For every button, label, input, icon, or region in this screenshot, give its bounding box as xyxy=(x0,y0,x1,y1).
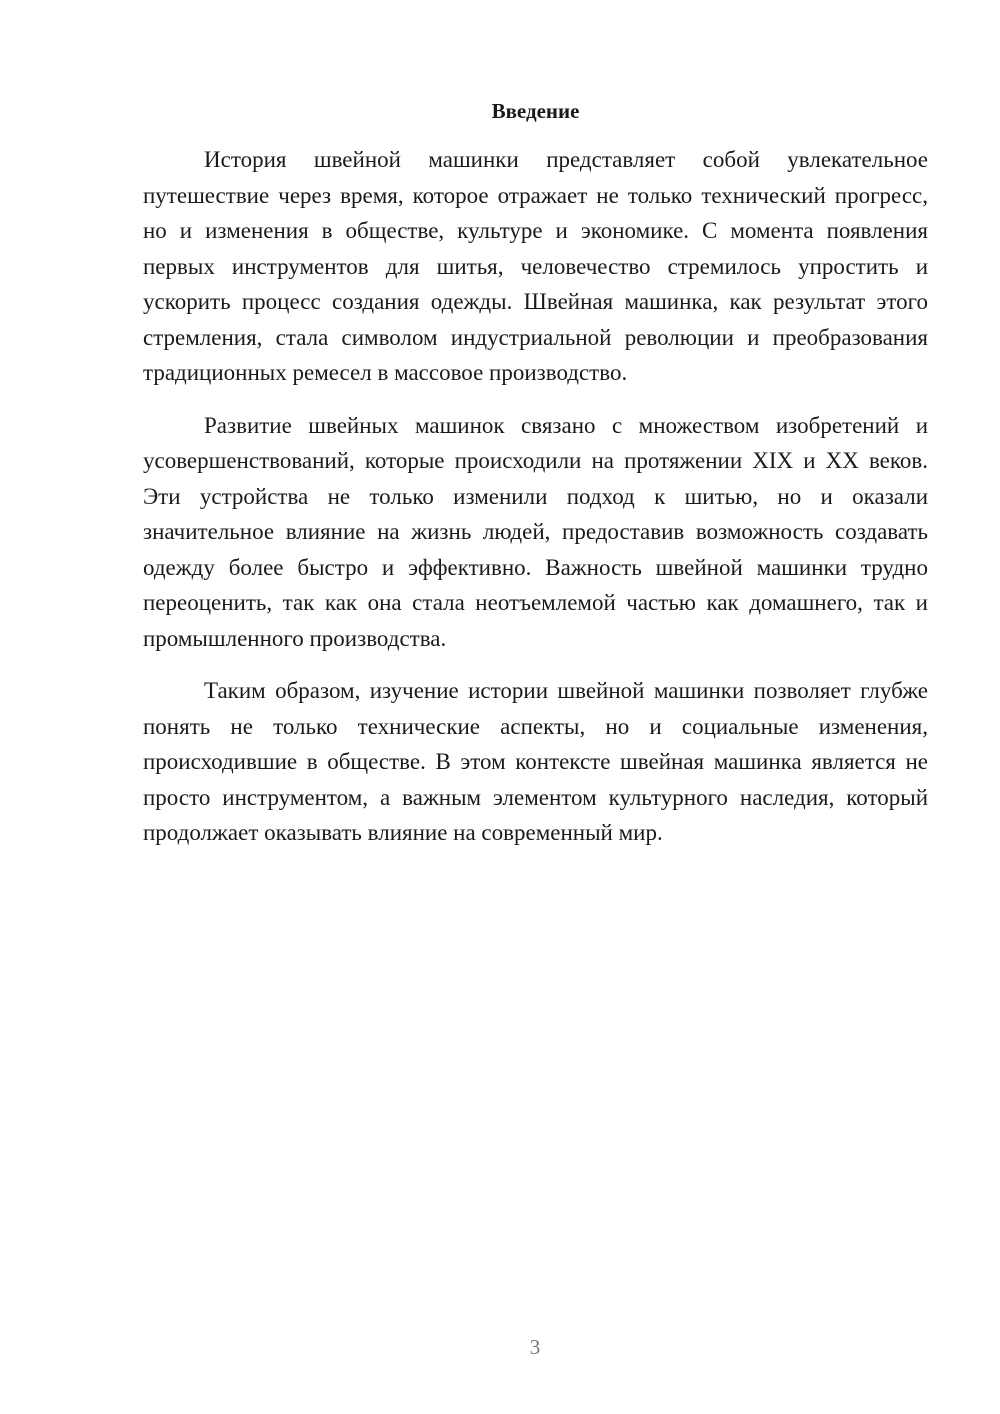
paragraph-2: Развитие швейных машинок связано с множеством изобретений и усовершенствований, которые происходили на протяжении XIX и XX веков. Эти устройства не только изменили подход к шитью, но и оказали значительное влияние на жизнь людей, предоставив возможность создавать одежду более быстро и эффективно. Важность швейной машинки трудно переоценить, так как она стала неотъемлемой частью как домашнего, так и промышленного производства. xyxy=(143,412,928,651)
body-text xyxy=(143,142,928,868)
section-heading: Введение xyxy=(491,99,580,123)
page-number: 3 xyxy=(529,1335,541,1359)
paragraph-1: История швейной машинки представляет собой увлекательное путешествие через время, которое отражает не только технический прогресс, но и изменения в обществе, культуре и экономике. С момента появления первых инструментов для шитья, человечество стремилось упростить и ускорить процесс создания одежды. Швейная машинка, как результат этого стремления, стала символом индустриальной революции и преобразования традиционных ремесел в массовое производство. xyxy=(143,147,928,385)
paragraph-3: Таким образом, изучение истории швейной машинки позволяет глубже понять не только технические аспекты, но и социальные изменения, происходившие в обществе. В этом контексте швейная машинка является не просто инструментом, а важным элементом культурного наследия, который продолжает оказывать влияние на современный мир. xyxy=(143,678,928,845)
